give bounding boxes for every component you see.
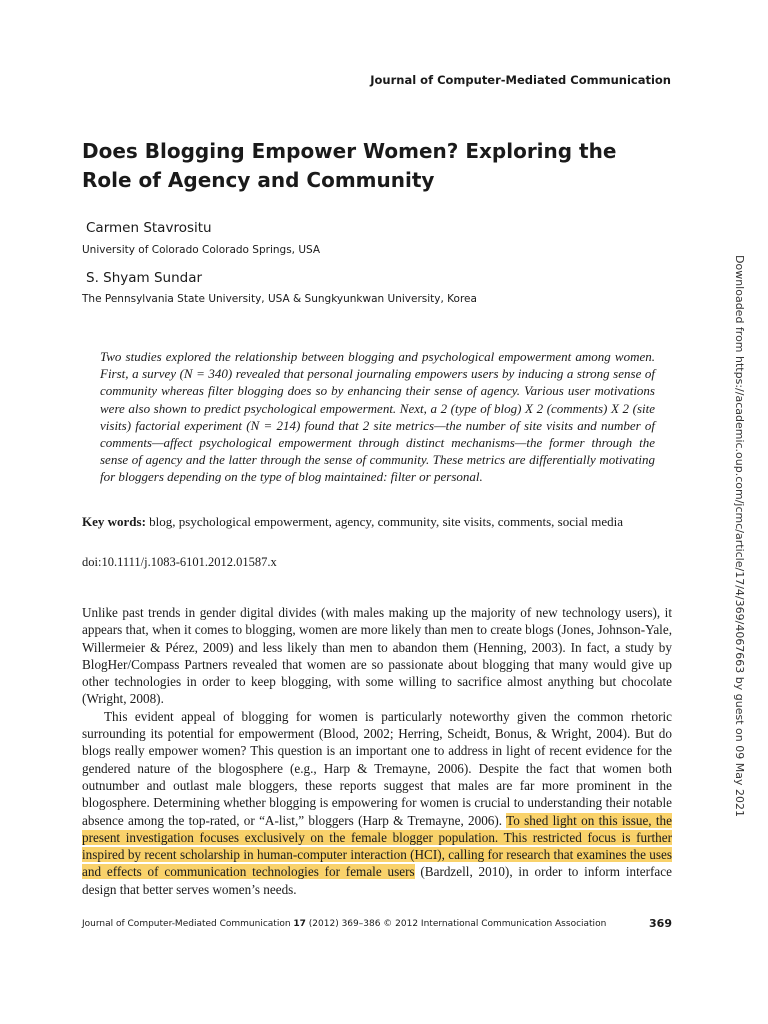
highlighted-text: To shed light on this issue, the present investigation focuses exclusively on the female blogger population. This restricted focus is further inspired by recent scholarship in human-computer interaction (HCI), calling for research that examines the uses and effects of communication technologies for female users — [82, 812, 672, 880]
body-text — [82, 604, 672, 898]
paragraph: Unlike past trends in gender digital divides (with males making up the majority of new technology users), it appears that, when it comes to blogging, women are more likely than men to create blogs (Jones, Johnson-Yale, Willermeier & Pérez, 2009) and less likely than men to abandon them (Henning, 2003). In fact, a study by BlogHer/Compass Partners revealed that women are so passionate about blogging that many would give up other technologies in order to keep blogging, with some willing to sacrifice almost anything but chocolate (Wright, 2008). — [82, 605, 672, 707]
footer-journal: Journal of Computer-Mediated Communication — [82, 919, 294, 929]
abstract: Two studies explored the relationship between blogging and psychological empowerment among women. First, a survey (N = 340) revealed that personal journaling empowers users by inducing a strong sense of community whereas filter blogging does so by enhancing their sense of agency. Various user motivations were also shown to predict psychological empowerment. Next, a 2 (type of blog) X 2 (comments) X 2 (site visits) factorial experiment (N = 214) found that 2 site metrics—the number of site visits and number of comments—affect psychological empowerment through distinct mechanisms—the former through the sense of agency and the latter through the sense of community. These metrics are differentially motivating for bloggers depending on the type of blog maintained: filter or personal. — [100, 349, 655, 485]
download-note: Downloaded from https://academic.oup.com/jcmc/article/17/4/369/4067663 by guest on 09 May 2021 — [733, 255, 746, 817]
keywords-label: Key words: — [82, 514, 146, 529]
keywords-list: blog, psychological empowerment, agency, community, site visits, comments, social media — [149, 514, 623, 529]
keywords — [82, 514, 682, 530]
page-number: 369 — [649, 917, 672, 930]
footer-volume: 17 — [293, 919, 306, 929]
download-watermark — [732, 255, 748, 817]
title-line-2: Role of Agency and Community — [82, 168, 435, 192]
paragraph-text: (Bardzell, 2010), in order to inform interface design that better serves women’s needs. — [82, 864, 672, 897]
author-name: Carmen Stavrositu — [86, 220, 212, 236]
paragraph-text: This evident appeal of blogging for women is particularly noteworthy given the common rhetoric surrounding its potential for empowerment (Blood, 2002; Herring, Scheidt, Bonus, & Wright, 2004). But do blogs really empower women? This question is an important one to address in light of recent evidence for the gendered nature of the blogosphere (e.g., Harp & Tremayne, 2006). Despite the fact that women both outnumber and outlast male bloggers, these reports suggest that males are far more prominent in the blogosphere. Determining whether blogging is empowering for women is crucial to understanding their notable absence among the top-rated, or “A-list,” bloggers (Harp & Tremayne, 2006). — [82, 708, 672, 828]
article-title — [82, 137, 682, 195]
author-affiliation: The Pennsylvania State University, USA & Sungkyunkwan University, Korea — [82, 293, 477, 305]
doi: doi:10.1111/j.1083-6101.2012.01587.x — [82, 555, 277, 569]
journal-header: Journal of Computer-Mediated Communication — [370, 73, 671, 87]
title-line-1: Does Blogging Empower Women? Exploring the — [82, 139, 617, 163]
paragraph — [82, 708, 672, 898]
footer-citation — [82, 919, 606, 929]
footer-details: (2012) 369–386 © 2012 International Communication Association — [305, 919, 607, 929]
author-name: S. Shyam Sundar — [86, 270, 203, 286]
author-affiliation: University of Colorado Colorado Springs, USA — [82, 244, 321, 256]
